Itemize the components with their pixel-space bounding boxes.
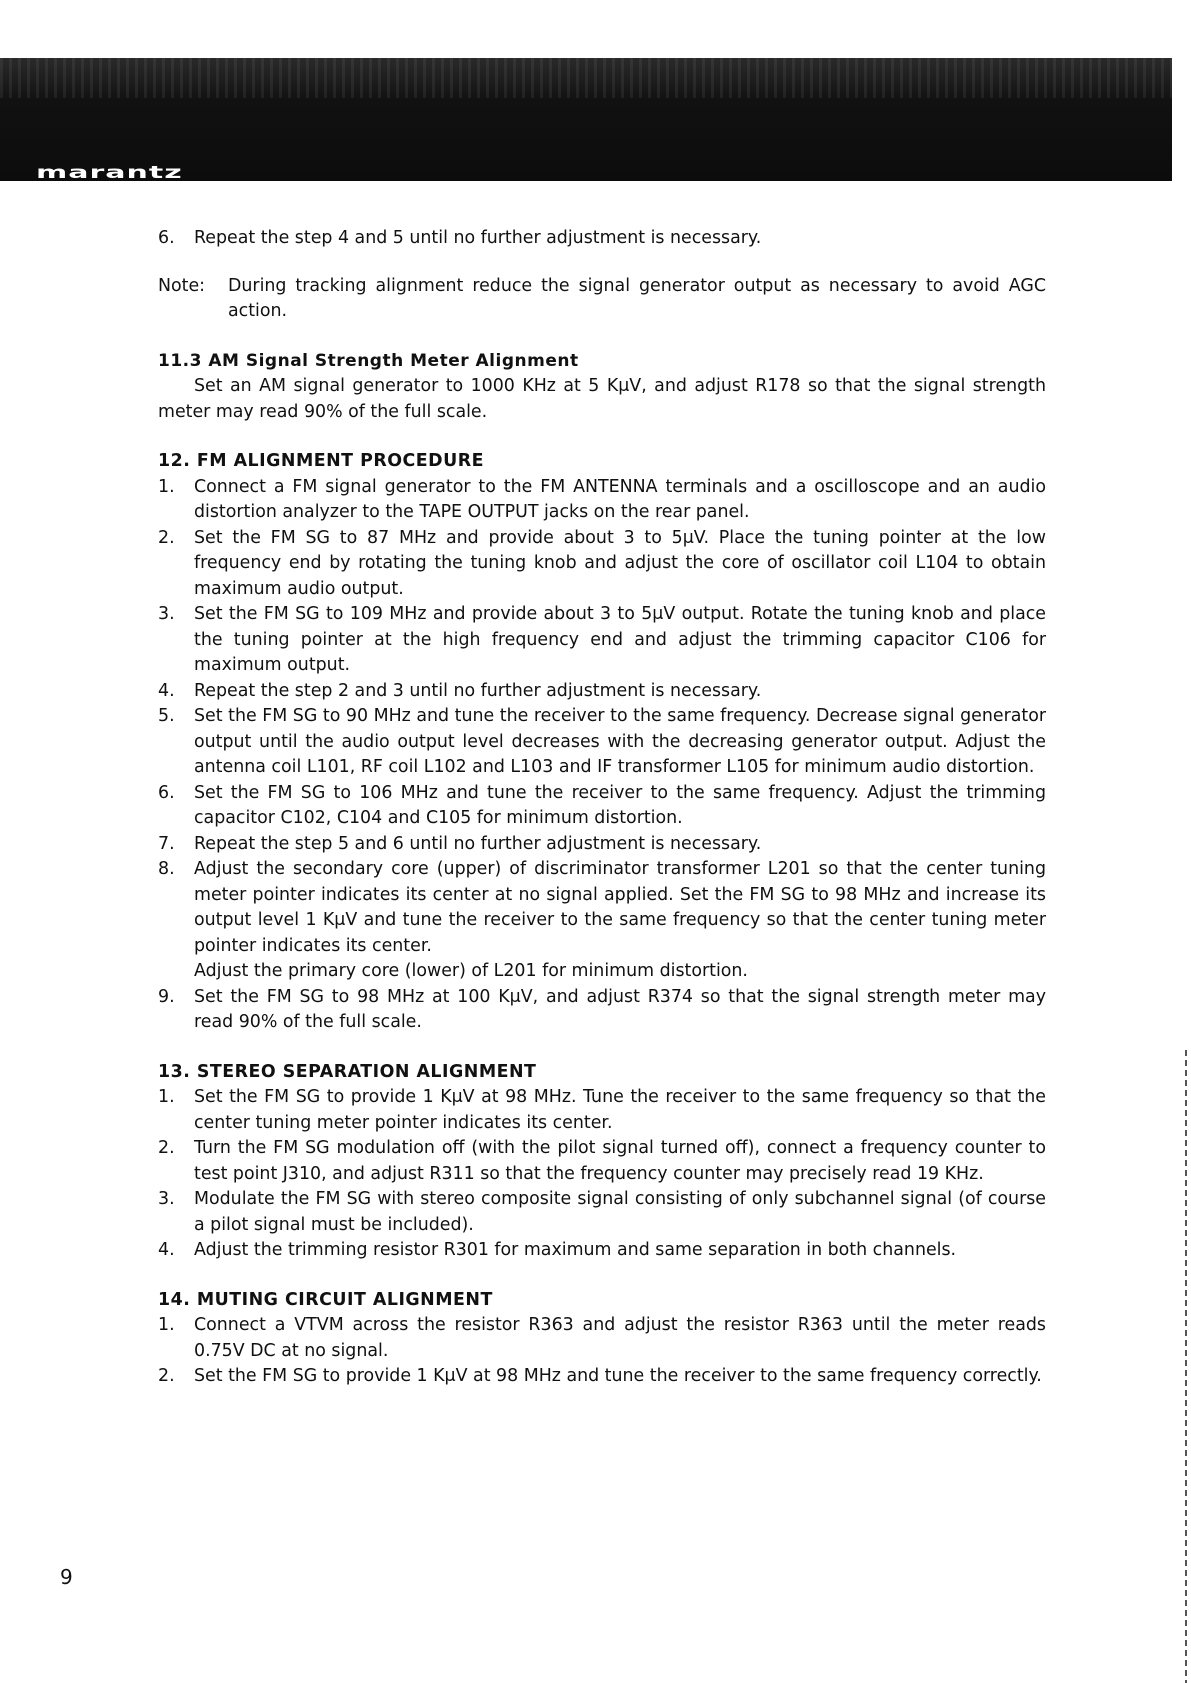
- item-number: 3.: [158, 1189, 175, 1209]
- brand-logo: marantz: [36, 163, 183, 183]
- item-text: Set the FM SG to 106 MHz and tune the receiver to the same frequency. Adjust the trimming capacitor C102, C104 and C105 for minimum distortion.: [194, 782, 1046, 828]
- item-text: Adjust the trimming resistor R301 for maximum and same separation in both channels.: [194, 1240, 957, 1260]
- section-title-14: 14. MUTING CIRCUIT ALIGNMENT: [158, 1289, 493, 1310]
- item-number: 1.: [158, 476, 175, 497]
- section-title-13: 13. STEREO SEPARATION ALIGNMENT: [158, 1061, 537, 1082]
- list-item: [158, 226, 1046, 252]
- item-text: Turn the FM SG modulation off (with the pilot signal turned off), connect a frequency counter to test point J310, and adjust R311 so that the frequency counter may precisely read 19 KHz.: [194, 1138, 1046, 1184]
- note-label: Note:: [158, 275, 206, 296]
- item-number: 1.: [158, 1315, 175, 1335]
- page-number: 9: [60, 1565, 73, 1589]
- item-number: 6.: [158, 228, 175, 248]
- item-text-group: [194, 857, 1046, 985]
- item-text: Repeat the step 2 and 3 until no further adjustment is necessary.: [194, 680, 762, 701]
- item-text: Set the FM SG to 87 MHz and provide about 3 to 5μV. Place the tuning pointer at the low frequency end by rotating the tuning knob and adjust the core of oscillator coil L104 to obtain maximum audio output.: [194, 527, 1046, 599]
- section-title-12: 12. FM ALIGNMENT PROCEDURE: [158, 451, 484, 471]
- list-item: [158, 1187, 1046, 1238]
- item-number: 4.: [158, 680, 175, 701]
- list-item: [158, 1364, 1046, 1390]
- list-item: [158, 602, 1046, 679]
- item-number: 8.: [158, 859, 175, 879]
- item-text: Set the FM SG to 98 MHz at 100 KμV, and adjust R374 so that the signal strength meter may read 90% of the full scale.: [194, 986, 1046, 1032]
- list-item: [158, 832, 1046, 858]
- list-item: [158, 781, 1046, 832]
- item-text: Set the FM SG to provide 1 KμV at 98 MHz and tune the receiver to the same frequency correctly.: [194, 1366, 1042, 1386]
- item-text-continued: Adjust the primary core (lower) of L201 for minimum distortion.: [194, 961, 748, 981]
- note: [158, 274, 1046, 325]
- list-item: [158, 704, 1046, 781]
- list-item: [158, 1085, 1046, 1136]
- item-number: 1.: [158, 1087, 175, 1107]
- list-item: [158, 857, 1046, 985]
- item-text: Set the FM SG to 109 MHz and provide about 3 to 5μV output. Rotate the tuning knob and place the tuning pointer at the high frequency end and adjust the trimming capacitor C106 for maximum output.: [194, 604, 1046, 675]
- list-item: [158, 475, 1046, 526]
- item-number: 3.: [158, 604, 175, 624]
- list-item: [158, 679, 1046, 705]
- list-item: [158, 985, 1046, 1036]
- item-number: 2.: [158, 527, 175, 548]
- item-text: Connect a VTVM across the resistor R363 and adjust the resistor R363 until the meter reads 0.75V DC at no signal.: [194, 1315, 1046, 1361]
- section-title-11-3: 11.3 AM Signal Strength Meter Alignment: [158, 350, 579, 371]
- section-body-11-3: Set an AM signal generator to 1000 KHz at 5 KμV, and adjust R178 so that the signal strength meter may read 90% of the full scale.: [158, 376, 1046, 422]
- list-item: [158, 1313, 1046, 1364]
- item-number: 5.: [158, 706, 175, 726]
- list-item: [158, 1238, 1046, 1264]
- item-number: 6.: [158, 782, 175, 803]
- list-item: [158, 526, 1046, 603]
- item-text: Set the FM SG to 90 MHz and tune the receiver to the same frequency. Decrease signal generator output until the audio output level decreases with the decreasing generator output. Adjust the antenna coil L101, RF coil L102 and L103 and IF transformer L105 for minimum audio distortion.: [194, 706, 1046, 777]
- banner-cutout: [367, 182, 1187, 202]
- item-number: 9.: [158, 986, 175, 1007]
- item-number: 4.: [158, 1240, 175, 1260]
- scan-edge: [1185, 1050, 1187, 1683]
- item-number: 2.: [158, 1138, 175, 1158]
- item-text: Modulate the FM SG with stereo composite signal consisting of only subchannel signal (of course a pilot signal must be included).: [194, 1189, 1046, 1235]
- list-item: [158, 1136, 1046, 1187]
- item-text: Adjust the secondary core (upper) of discriminator transformer L201 so that the center tuning meter pointer indicates its center at no signal applied. Set the FM SG to 98 MHz and increase its output level 1 KμV and tune the receiver to the same frequency so that the center tuning meter pointer indicates its center.: [194, 859, 1046, 956]
- item-text: Set the FM SG to provide 1 KμV at 98 MHz. Tune the receiver to the same frequency so that the center tuning meter pointer indicates its center.: [194, 1087, 1046, 1133]
- note-text: During tracking alignment reduce the signal generator output as necessary to avoid AGC action.: [228, 275, 1046, 321]
- item-number: 7.: [158, 833, 175, 854]
- banner-texture: [0, 58, 1172, 98]
- item-text: Repeat the step 4 and 5 until no further adjustment is necessary.: [194, 228, 762, 248]
- item-text: Connect a FM signal generator to the FM ANTENNA terminals and a oscilloscope and an audio distortion analyzer to the TAPE OUTPUT jacks on the rear panel.: [194, 476, 1046, 522]
- page-content: [158, 226, 1046, 1390]
- item-number: 2.: [158, 1366, 175, 1386]
- item-text: Repeat the step 5 and 6 until no further adjustment is necessary.: [194, 833, 762, 854]
